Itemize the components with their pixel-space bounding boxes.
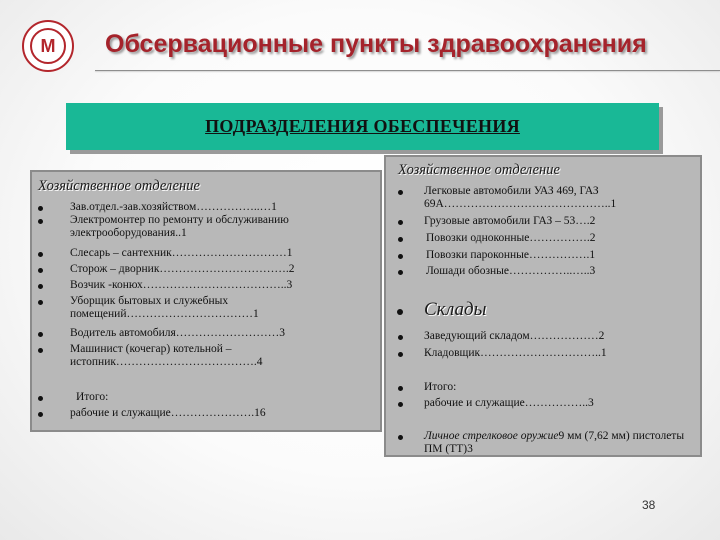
bullet-icon — [398, 254, 403, 259]
bullet-icon — [398, 402, 403, 407]
bullet-icon — [398, 220, 403, 225]
emblem-inner: М — [30, 28, 66, 64]
total-label: Итого: — [76, 391, 109, 403]
bullet-icon — [398, 435, 403, 440]
weapon-label: Личное стрелковое оружие — [424, 430, 559, 442]
bullet-icon — [38, 300, 43, 305]
right-panel — [384, 155, 702, 457]
bullet-icon — [398, 190, 403, 195]
bullet-icon — [38, 252, 43, 257]
list-item: Зав.отдел.-зав.хозяйством……………..…1 — [70, 201, 277, 213]
left-panel-heading: Хозяйственное отделение — [38, 178, 200, 194]
bullet-icon — [398, 386, 403, 391]
section-banner — [66, 103, 659, 150]
list-item: Слесарь – сантехник…………………………1 — [70, 247, 293, 259]
bullet-icon — [397, 309, 403, 315]
page-title: Обсервационные пункты здравоохранения — [105, 30, 647, 58]
weapon-value: 9 мм (7,62 мм) пистолеты ПМ (ТТ)3 — [424, 430, 685, 455]
list-item: Грузовые автомобили ГАЗ – 53….2 — [424, 215, 596, 227]
bullet-icon — [398, 237, 403, 242]
list-item: Машинист (кочегар) котельной – истопник……………………………….4 — [70, 343, 263, 368]
list-item: Уборщик бытовых и служебных помещений……………………………1 — [70, 295, 259, 320]
left-panel — [30, 170, 382, 432]
list-item: Лошади обозные……………..…..3 — [426, 265, 596, 277]
emblem-logo — [22, 20, 74, 72]
bullet-icon — [38, 268, 43, 273]
list-item: Повозки пароконные…………….1 — [426, 249, 596, 261]
total-value: рабочие и служащие……………..3 — [424, 397, 594, 409]
list-item: Повозки одноконные…………….2 — [426, 232, 596, 244]
bullet-icon — [38, 412, 43, 417]
list-item: Электромонтер по ремонту и обслуживанию электрооборудования..1 — [70, 214, 289, 239]
bullet-icon — [38, 219, 43, 224]
bullet-icon — [38, 206, 43, 211]
bullet-icon — [38, 332, 43, 337]
list-item: Легковые автомобили УАЗ 469, ГАЗ 69А……………………………………..1 — [424, 185, 617, 210]
weapon-item — [424, 430, 694, 456]
list-item: Сторож – дворник…………………………….2 — [70, 263, 295, 275]
total-label: Итого: — [424, 381, 457, 393]
total-value: рабочие и служащие………………….16 — [70, 407, 266, 419]
bullet-icon — [398, 335, 403, 340]
bullet-icon — [38, 396, 43, 401]
bullet-icon — [398, 270, 403, 275]
list-item: Возчик -конюх………………………………..3 — [70, 279, 293, 291]
list-item: Заведующий складом………………2 — [424, 330, 605, 342]
warehouse-heading: Склады — [424, 299, 487, 320]
bullet-icon — [38, 284, 43, 289]
bullet-icon — [38, 348, 43, 353]
right-panel-heading: Хозяйственное отделение — [398, 162, 560, 178]
list-item: Кладовщик…………………………..1 — [424, 347, 607, 359]
banner-text: ПОДРАЗДЕЛЕНИЯ ОБЕСПЕЧЕНИЯ — [205, 116, 520, 136]
title-divider — [95, 70, 720, 71]
list-item: Водитель автомобиля………………………3 — [70, 327, 286, 339]
bullet-icon — [398, 352, 403, 357]
page-number: 38 — [642, 498, 656, 512]
